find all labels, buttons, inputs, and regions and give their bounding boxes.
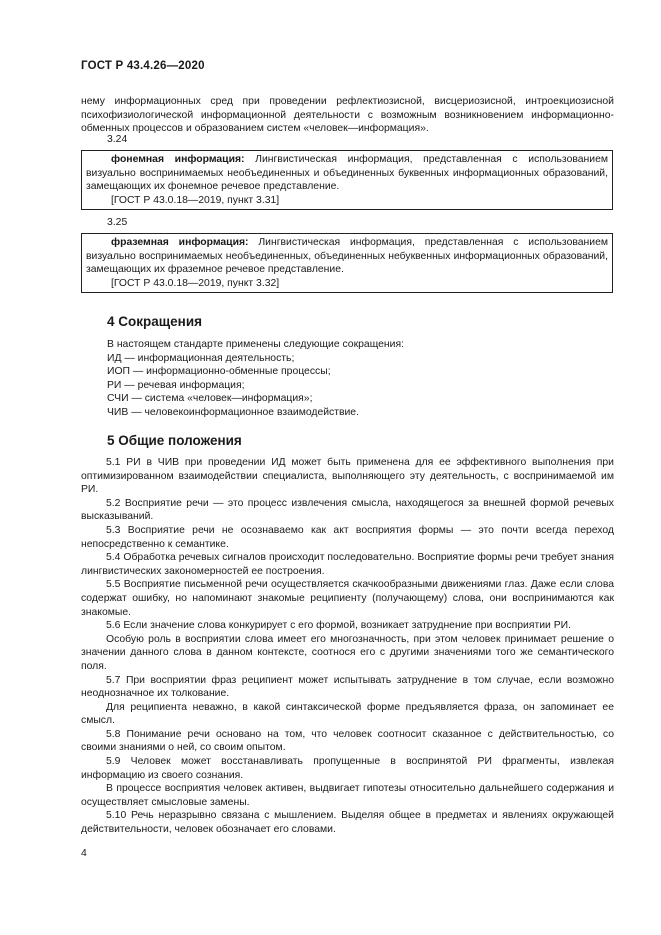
term-name: фонемная информация: <box>111 154 245 165</box>
paragraph: В процессе восприятия человек активен, выдвигает гипотезы относительно дальнейшего содержания и осуществляет смысловые замены. <box>81 783 614 808</box>
term-source: [ГОСТ Р 43.0.18—2019, пункт 3.32] <box>111 277 280 289</box>
term-source: [ГОСТ Р 43.0.18—2019, пункт 3.31] <box>111 194 280 206</box>
abbreviation-item: СЧИ — система «человек—информация»; <box>107 393 313 405</box>
paragraph: 5.6 Если значение слова конкурирует с его формой, возникает затруднение при восприятии РИ. <box>106 620 572 632</box>
abbreviation-item: ЧИВ — человекоинформационное взаимодействие. <box>107 406 359 418</box>
section-5-body <box>81 456 614 837</box>
section-5-title: 5 Общие положения <box>107 433 242 448</box>
term-definition-text: Лингвистическая информация, представленная с использованием визуально воспринимаемых необъединенных, объединенных небуквенных информационных образований, замещающих их фраземное речевое представление. <box>86 237 608 276</box>
paragraph: 5.4 Обработка речевых сигналов происходит последовательно. Восприятие формы речи требует знания лингвистических закономерностей ее построения. <box>81 552 614 577</box>
paragraph: Для реципиента неважно, в какой синтаксической форме предъявляется фраза, он запоминает ее смысл. <box>81 701 614 727</box>
section-4-title: 4 Сокращения <box>107 314 202 329</box>
term-definition <box>86 236 608 277</box>
intro-text: нему информационных сред при проведении рефлектиозисной, висцериозисной, интроекциозисной психофизиологической информационной деятельности с возможным возникновением информационно-обменных процессов и образованием систем «человек—информация». <box>81 96 614 135</box>
term-number: 3.24 <box>107 134 128 145</box>
document-header: ГОСТ Р 43.4.26—2020 <box>81 60 205 72</box>
paragraph: 5.1 РИ в ЧИВ при проведении ИД может быть применена для ее эффективного выполнения при оптимизированном взаимодействии специалиста, выполняющего эту деятельность, с воспринимаемой им РИ. <box>81 457 614 496</box>
paragraph: Особую роль в восприятии слова имеет его многозначность, при этом человек принимает решение о значении данного слова в данном контексте, соотнося его с другими значениями того же семантического поля. <box>81 633 614 672</box>
paragraph: 5.3 Восприятие речи не осознаваемо как акт восприятия формы — это почти всегда переход непосредственно к семантике. <box>81 524 614 550</box>
abbreviation-item: ИОП — информационно-обменные процессы; <box>107 366 331 378</box>
paragraph: 5.8 Понимание речи основано на том, что человек соотносит сказанное с действительностью, со своими знаниями о ней, со своим опытом. <box>81 728 614 754</box>
term-box <box>81 150 613 210</box>
paragraph: 5.9 Человек может восстанавливать пропущенные в воспринятой РИ фрагменты, извлекая информацию из своего сознания. <box>81 756 614 781</box>
paragraph: 5.7 При восприятии фраз реципиент может испытывать затруднение в том случае, если возможно неоднозначное их толкование. <box>81 674 614 700</box>
abbreviations-list <box>107 338 404 420</box>
term-name: фраземная информация: <box>111 237 249 248</box>
intro-paragraph <box>81 95 614 136</box>
term-box <box>81 233 613 293</box>
abbreviation-item: ИД — информационная деятельность; <box>107 352 295 364</box>
page-number: 4 <box>81 848 87 859</box>
paragraph: 5.5 Восприятие письменной речи осуществляется скачкообразными движениями глаз. Даже если слова содержат ошибку, но напоминают знакомые реципиенту (получающему) слова, они воспринимаются как знакомые. <box>81 579 614 618</box>
abbreviations-lead: В настоящем стандарте применены следующие сокращения: <box>107 339 404 350</box>
paragraph: 5.10 Речь неразрывно связана с мышлением. Выделяя общее в предметах и явлениях окружающей действительности, человек обозначает его словами. <box>81 810 614 836</box>
term-number: 3.25 <box>107 217 128 228</box>
term-definition-text: Лингвистическая информация, представленная с использованием визуально воспринимаемых необъединенных и объединенных буквенных информационных образований, замещающих их фонемное речевое представление. <box>86 154 609 193</box>
abbreviation-item: РИ — речевая информация; <box>107 379 245 391</box>
paragraph: 5.2 Восприятие речи — это процесс извлечения смысла, находящегося за внешней формой речевых высказываний. <box>81 497 614 523</box>
term-definition <box>86 153 608 194</box>
